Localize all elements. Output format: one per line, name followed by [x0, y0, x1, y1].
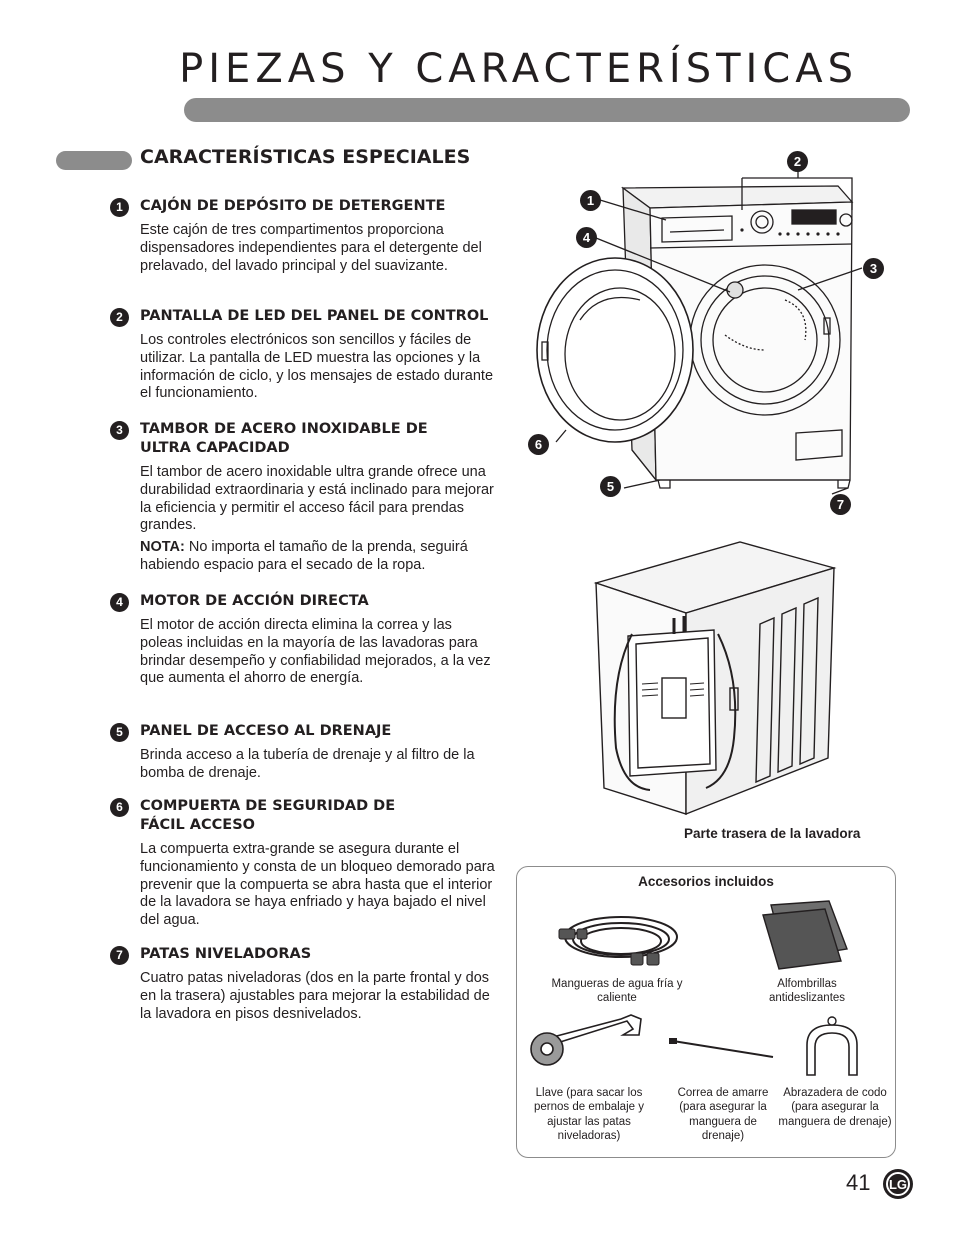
marker-7: 7 [830, 494, 851, 515]
feature-title: CAJÓN DE DEPÓSITO DE DETERGENTE [140, 198, 446, 214]
note-text: No importa el tamaño de la prenda, seguirá habiendo espacio para el secado de la ropa. [140, 539, 468, 573]
feature-description: Cuatro patas niveladoras (dos en la parte frontal y dos en la trasera) ajustables para mejorar la estabilidad de la lavadora en pisos desnivelados. [140, 970, 490, 1022]
feature-number: 6 [110, 798, 129, 817]
feature-note [140, 539, 500, 575]
page-title: PIEZAS Y CARACTERÍSTICAS [179, 46, 858, 92]
feature-1 [110, 197, 505, 279]
feature-number: 1 [110, 198, 129, 217]
clamp-icon [799, 1015, 865, 1077]
feature-description: Este cajón de tres compartimentos proporciona dispensadores independientes para el detergente del prelavado, del lavado principal y del suavizante. [140, 222, 482, 274]
section-pill [56, 151, 132, 170]
washer-front-illustration [520, 150, 920, 520]
mats-icon [757, 899, 859, 971]
feature-title: PATAS NIVELADORAS [140, 946, 312, 962]
wrench-icon [527, 1013, 649, 1071]
feature-title: PANEL DE ACCESO AL DRENAJE [140, 723, 392, 739]
note-label: NOTA: [140, 539, 185, 556]
feature-description: Brinda acceso a la tubería de drenaje y al filtro de la bomba de drenaje. [140, 747, 475, 781]
accessories-title: Accesorios incluidos [638, 874, 774, 889]
feature-number: 4 [110, 593, 129, 612]
marker-5: 5 [600, 476, 621, 497]
feature-number: 3 [110, 421, 129, 440]
feature-number: 7 [110, 946, 129, 965]
tie-caption: Correa de amarre (para asegurar la manguera de drenaje) [677, 1087, 769, 1143]
feature-3 [110, 420, 494, 579]
lg-logo-text: LG [888, 1177, 908, 1192]
feature-title: TAMBOR DE ACERO INOXIDABLE DE ULTRA CAPACIDAD [140, 421, 428, 456]
rear-caption: Parte trasera de la lavadora [684, 826, 861, 841]
feature-7 [110, 945, 490, 1027]
clamp-caption: Abrazadera de codo (para asegurar la manguera de drenaje) [778, 1087, 892, 1128]
section-heading: CARACTERÍSTICAS ESPECIALES [140, 146, 471, 168]
feature-description: La compuerta extra-grande se asegura durante el funcionamiento y consta de un bloqueo demorado para prevenir que la compuerta se abra hasta que el interior de la lavadora se haya enfriado y haya bajado el nivel del agua. [140, 841, 495, 929]
feature-4 [110, 592, 498, 692]
feature-title: MOTOR DE ACCIÓN DIRECTA [140, 593, 369, 609]
wrench-caption: Llave (para sacar los pernos de embalaje y ajustar las patas niveladoras) [534, 1087, 644, 1143]
cable-tie-icon [667, 1035, 779, 1061]
mats-caption: Alfombrillas antideslizantes [768, 978, 846, 1005]
marker-6: 6 [528, 434, 549, 455]
washer-rear-illustration [590, 538, 840, 818]
feature-5 [110, 722, 480, 787]
feature-description: El motor de acción directa elimina la correa y las poleas incluidas en la mayoría de las lavadoras para brindar desempeño y confiabilidad mejorados, a la vez que aumenta el ahorro de energía. [140, 617, 491, 687]
feature-number: 5 [110, 723, 129, 742]
marker-3: 3 [863, 258, 884, 279]
feature-6 [110, 797, 502, 934]
title-bar [184, 98, 910, 122]
marker-1: 1 [580, 190, 601, 211]
hoses-icon [555, 909, 681, 971]
feature-title: PANTALLA DE LED DEL PANEL DE CONTROL [140, 308, 489, 324]
feature-2 [110, 307, 505, 407]
feature-description: El tambor de acero inoxidable ultra grande ofrece una durabilidad extraordinaria y está inclinado para mejorar la eficiencia y permitir el acceso fácil para prendas grandes. [140, 464, 494, 534]
feature-title: COMPUERTA DE SEGURIDAD DE FÁCIL ACCESO [140, 798, 396, 833]
lg-logo-icon [882, 1168, 914, 1200]
marker-2: 2 [787, 151, 808, 172]
page-number: 41 [846, 1170, 871, 1195]
feature-number: 2 [110, 308, 129, 327]
accessories-box [516, 866, 896, 1158]
marker-4: 4 [576, 227, 597, 248]
feature-description: Los controles electrónicos son sencillos y fáciles de utilizar. La pantalla de LED muestra las opciones y la información de ciclo, y los mensajes de estado durante el funcionamiento. [140, 332, 494, 402]
hoses-caption: Mangueras de agua fría y caliente [551, 978, 683, 1005]
